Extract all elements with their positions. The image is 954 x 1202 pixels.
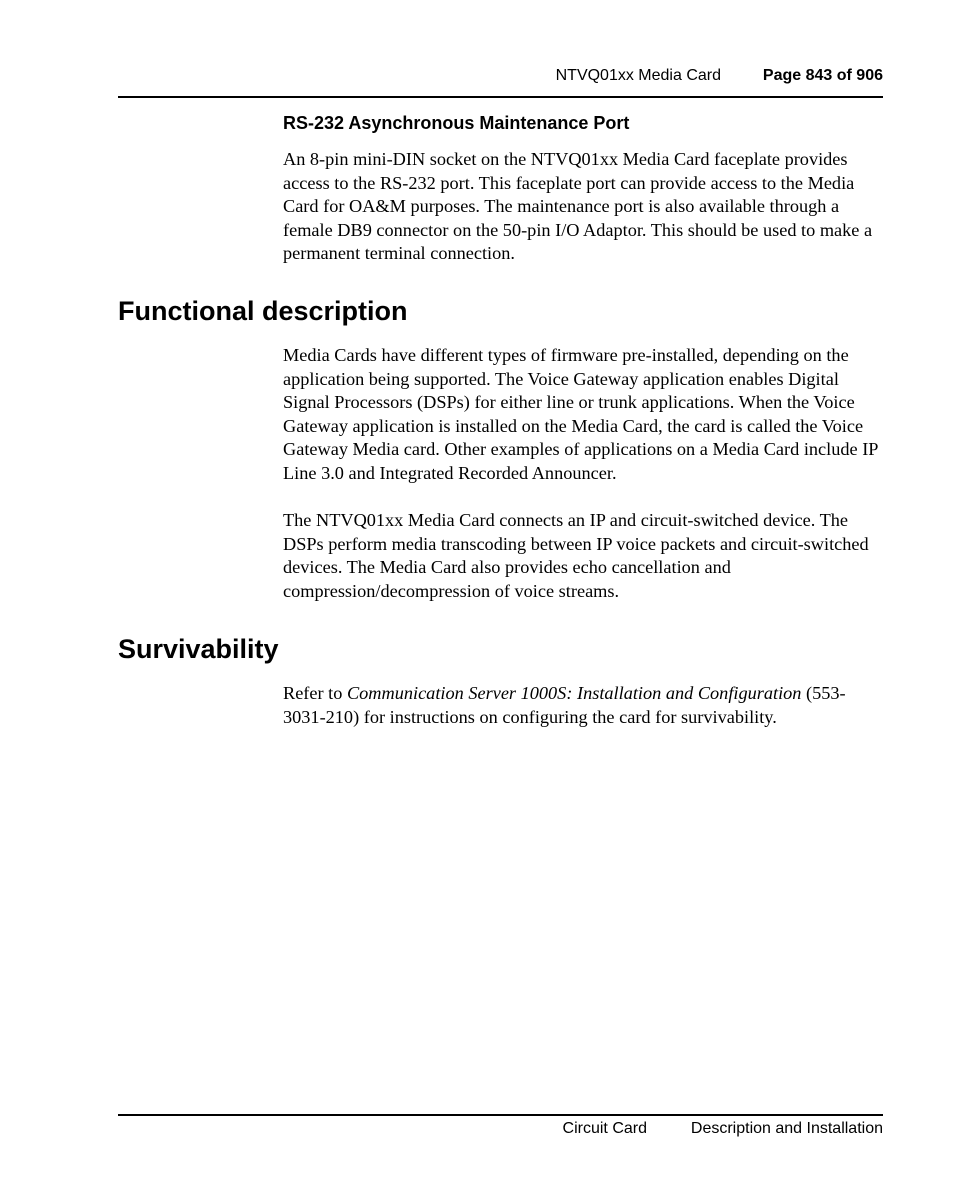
survivability-paragraph	[283, 682, 883, 729]
rs232-paragraph: An 8-pin mini-DIN socket on the NTVQ01xx Media Card faceplate provides access to the RS-232 port. This faceplate port can provide access to the Media Card for OA&M purposes. The maintenance port is also available through a female DB9 connector on the 50-pin I/O Adaptor. This should be used to make a permanent terminal connection.	[283, 149, 873, 264]
footer-right: Description and Installation	[690, 1120, 883, 1137]
functional-paragraph-2: The NTVQ01xx Media Card connects an IP and circuit-switched device. The DSPs perform media transcoding between IP voice packets and circuit-switched devices. The Media Card also provides echo cancellation and compression/decompression of voice streams.	[283, 510, 869, 601]
functional-paragraph-1: Media Cards have different types of firmware pre-installed, depending on the application being supported. The Voice Gateway application enables Digital Signal Processors (DSPs) for either line or trunk applications. When the Voice Gateway application is installed on the Media Card, the card is called the Voice Gateway Media card. Other examples of applications on a Media Card include IP Line 3.0 and Integrated Recorded Announcer.	[283, 345, 878, 483]
survivability-doc-reference: Communication Server 1000S: Installation and Configuration	[346, 683, 802, 703]
footer-left: Circuit Card	[562, 1120, 647, 1137]
rs232-heading: RS-232 Asynchronous Maintenance Port	[283, 113, 630, 133]
survivability-text-before: Refer to	[283, 683, 347, 703]
functional-description-heading: Functional description	[118, 296, 408, 326]
header-page-number: Page 843 of 906	[762, 67, 883, 84]
page-footer	[118, 1114, 883, 1137]
page-header	[118, 62, 883, 98]
survivability-text-after: (553-3031-210) for instructions on configuring the card for survivability.	[283, 683, 846, 727]
survivability-heading: Survivability	[118, 634, 279, 664]
header-doc-title: NTVQ01xx Media Card	[555, 67, 721, 84]
